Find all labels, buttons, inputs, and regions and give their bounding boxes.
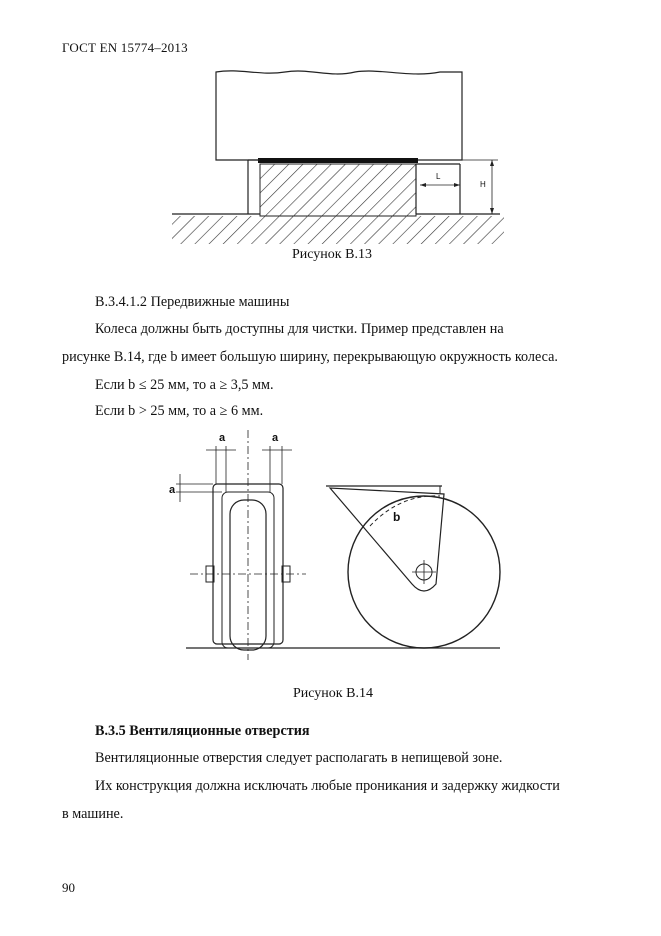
wheel-side — [348, 496, 500, 648]
rule-line: Если b > 25 мм, то a ≥ 6 мм. — [95, 403, 264, 419]
paragraph-line: Их конструкция должна исключать любые проникания и задержку жидкости — [95, 778, 560, 794]
wheel-hub — [416, 564, 432, 580]
dimension-label-a: a — [219, 432, 226, 444]
floor-hatch-right — [416, 216, 504, 244]
figure-caption-b13: Рисунок В.13 — [292, 247, 372, 262]
dimension-label-l: L — [436, 172, 441, 181]
wheel-front — [230, 500, 266, 650]
floor-hatch-mid — [260, 216, 416, 244]
clearance-arc — [370, 496, 440, 526]
dimension-label-h: H — [480, 180, 486, 189]
paragraph-line: Колеса должны быть доступны для чистки. Пример представлен на — [95, 321, 504, 337]
paragraph-line: рисунке В.14, где b имеет большую ширину, перекрывающую окружность колеса. — [62, 349, 558, 365]
paragraph-line: Вентиляционные отверстия следует располагать в непищевой зоне. — [95, 750, 503, 766]
document-header: ГОСТ EN 15774–2013 — [62, 40, 188, 55]
paragraph-line: в машине. — [62, 806, 124, 822]
floor-hatch-left — [172, 216, 260, 244]
seal-strip — [258, 158, 418, 163]
dimension-label-b: b — [393, 510, 401, 524]
section-heading-b3412: В.3.4.1.2 Передвижные машины — [95, 294, 290, 310]
page-number: 90 — [62, 880, 75, 895]
axle-bolt-right — [282, 566, 290, 582]
fork-inner — [222, 492, 274, 648]
axle-bolt-left — [206, 566, 214, 582]
section-heading-b35: В.3.5 Вентиляционные отверстия — [95, 723, 310, 739]
caster-bracket — [326, 486, 444, 591]
figure-caption-b14: Рисунок В.14 — [293, 686, 373, 701]
machine-body — [216, 71, 462, 160]
foot-block — [260, 164, 416, 216]
fork-outer — [213, 484, 283, 644]
dimension-label-a: a — [169, 484, 176, 496]
rule-line: Если b ≤ 25 мм, то a ≥ 3,5 мм. — [95, 377, 274, 393]
dimension-label-a: a — [272, 432, 279, 444]
